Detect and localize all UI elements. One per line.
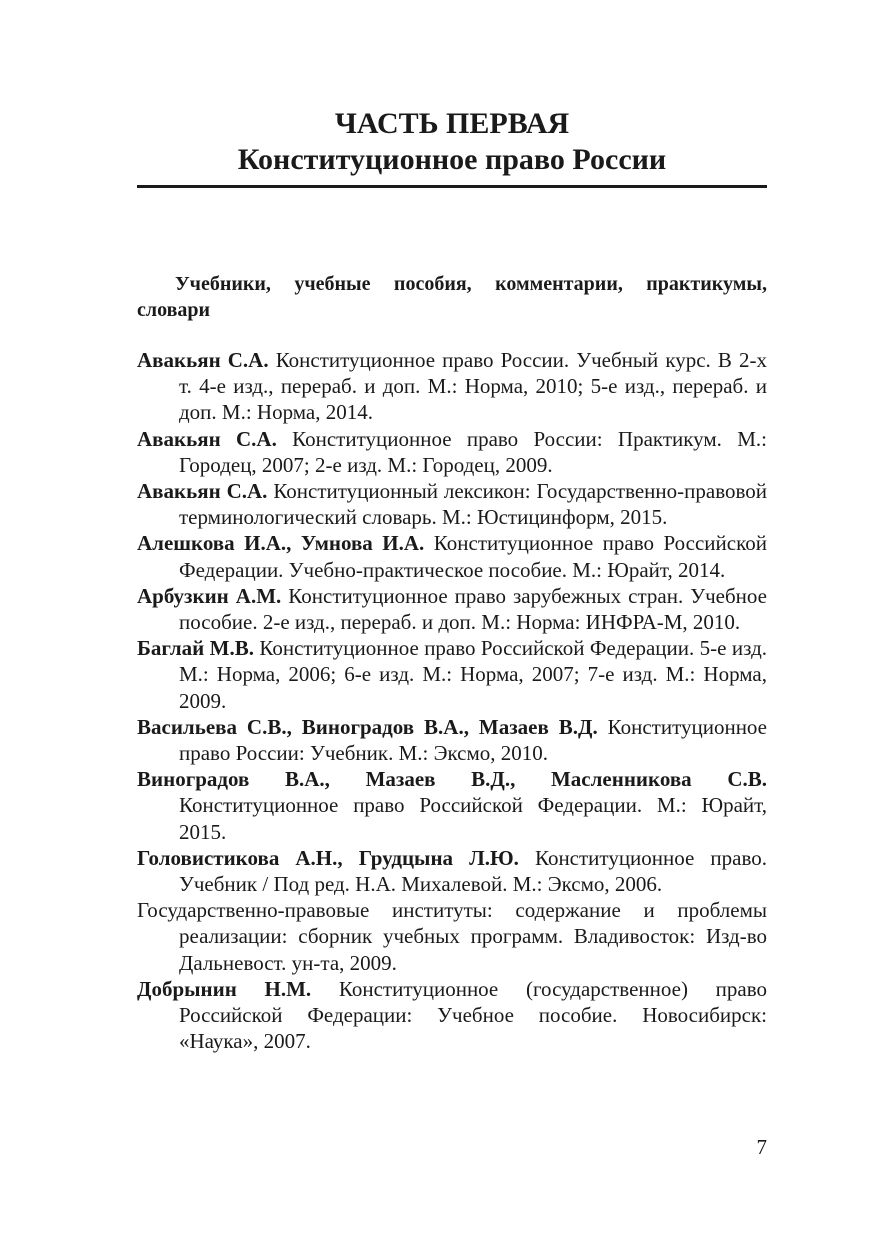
entry-author: Авакьян С.А.: [137, 479, 268, 504]
bibliography-entry: [137, 897, 767, 976]
bibliography-entry: [137, 845, 767, 897]
bibliography-entry: [137, 478, 767, 530]
entry-author: Авакьян С.А.: [137, 348, 269, 372]
bibliography-list: [137, 347, 767, 1054]
bibliography-entry: [137, 635, 767, 714]
title-divider: [137, 185, 767, 188]
part-title: ЧАСТЬ ПЕРВАЯ: [334, 107, 570, 140]
entry-text: Конституционное право России. Учебный курс. В 2-х т. 4-е изд., перераб. и доп. М.: Норма, 2010; 5-е изд., перераб. и доп. М.: Норма, 2014.: [179, 348, 767, 425]
bibliography-entry: [137, 583, 767, 635]
entry-author: Васильева С.В., Виноградов В.А., Мазаев В.Д.: [137, 714, 598, 739]
entry-author: Алешкова И.А., Умнова И.А.: [137, 531, 425, 556]
bibliography-entry: [137, 976, 767, 1055]
bibliography-entry: [137, 347, 767, 426]
entry-author: Авакьян С.А.: [137, 426, 277, 451]
entry-text: Конституционное право Российской Федерации. 5-е изд. М.: Норма, 2006; 6-е изд. М.: Норма, 2007; 7-е изд. М.: Норма, 2009.: [179, 636, 768, 713]
bibliography-entry: [137, 530, 767, 582]
entry-text: Конституционное право Российской Федерации. Учебно-практическое пособие. М.: Юрайт, 2014.: [179, 531, 767, 582]
page-number: 7: [756, 1135, 767, 1159]
bibliography-entry: [137, 766, 767, 845]
bibliography-entry: [137, 426, 767, 478]
entry-author: Виноградов В.А., Мазаев В.Д., Масленникова С.В.: [137, 767, 767, 792]
entry-text: Конституционное право России: Учебник. М.: Эксмо, 2010.: [179, 714, 768, 766]
entry-author: Арбузкин А.М.: [137, 583, 282, 608]
entry-text: Конституционное право. Учебник / Под ред. Н.А. Михалевой. М.: Эксмо, 2006.: [179, 845, 768, 897]
entry-text: Конституционное право России: Практикум. М.: Городец, 2007; 2-е изд. М.: Городец, 2009.: [179, 426, 767, 477]
entry-author: Баглай М.В.: [137, 636, 254, 661]
bibliography-entry: [137, 714, 767, 766]
entry-text: Конституционное (государственное) право Российской Федерации: Учебное пособие. Новосибирск: «Наука», 2007.: [179, 976, 767, 1054]
entry-text: Государственно-правовые институты: содержание и проблемы реализации: сборник учебных программ. Владивосток: Изд-во Дальневост. ун-та, 2009.: [137, 898, 767, 975]
entry-text: Конституционное право зарубежных стран. Учебное пособие. 2-е изд., перераб. и доп. М.: Норма: ИНФРА-М, 2010.: [179, 583, 767, 635]
part-subtitle: Конституционное право России: [237, 143, 667, 176]
entry-text: Конституционное право Российской Федерации. М.: Юрайт, 2015.: [179, 793, 767, 844]
entry-author: Добрынин Н.М.: [137, 976, 312, 1001]
section-heading: Учебники, учебные пособия, комментарии, практикумы, словари: [137, 273, 767, 321]
entry-author: Головистикова А.Н., Грудцына Л.Ю.: [137, 845, 519, 870]
entry-text: Конституционный лексикон: Государственно-правовой терминологический словарь. М.: Юстицинформ, 2015.: [179, 479, 767, 530]
